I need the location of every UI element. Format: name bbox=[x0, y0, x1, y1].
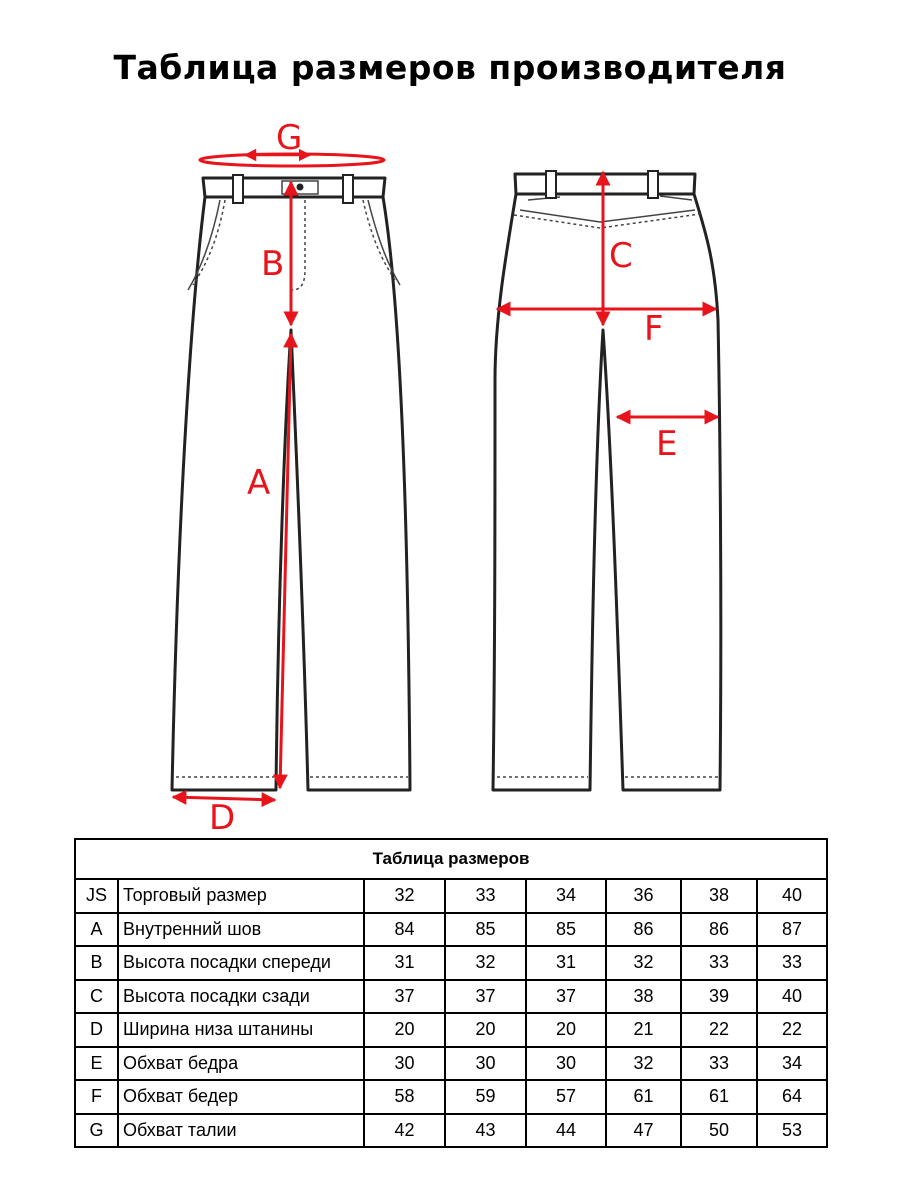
size-value-cell: 32 bbox=[445, 946, 526, 980]
size-value-cell: 64 bbox=[757, 1080, 827, 1114]
size-value-cell: 38 bbox=[681, 879, 757, 913]
size-value-cell: 85 bbox=[445, 913, 526, 947]
size-value-cell: 22 bbox=[757, 1013, 827, 1047]
size-value-cell: 22 bbox=[681, 1013, 757, 1047]
row-code: D bbox=[75, 1013, 118, 1047]
row-code: A bbox=[75, 913, 118, 947]
size-value-cell: 20 bbox=[526, 1013, 606, 1047]
row-code: B bbox=[75, 946, 118, 980]
table-row bbox=[75, 879, 827, 913]
row-name: Ширина низа штанины bbox=[118, 1013, 364, 1047]
size-value-cell: 39 bbox=[681, 980, 757, 1014]
label-e: E bbox=[656, 424, 678, 464]
size-value-cell: 21 bbox=[606, 1013, 681, 1047]
row-name: Торговый размер bbox=[118, 879, 364, 913]
table-row bbox=[75, 1080, 827, 1114]
row-code: E bbox=[75, 1047, 118, 1081]
size-value-cell: 31 bbox=[364, 946, 445, 980]
size-value-cell: 44 bbox=[526, 1114, 606, 1148]
size-value-cell: 57 bbox=[526, 1080, 606, 1114]
table-row bbox=[75, 1114, 827, 1148]
size-value-cell: 32 bbox=[606, 946, 681, 980]
size-value-cell: 50 bbox=[681, 1114, 757, 1148]
size-value-cell: 43 bbox=[445, 1114, 526, 1148]
size-value-cell: 30 bbox=[445, 1047, 526, 1081]
size-value-cell: 47 bbox=[606, 1114, 681, 1148]
size-value-cell: 61 bbox=[606, 1080, 681, 1114]
size-value-cell: 20 bbox=[445, 1013, 526, 1047]
back-view-pants bbox=[493, 174, 721, 790]
size-value-cell: 61 bbox=[681, 1080, 757, 1114]
table-row bbox=[75, 946, 827, 980]
size-value-cell: 31 bbox=[526, 946, 606, 980]
size-value-cell: 20 bbox=[364, 1013, 445, 1047]
size-value-cell: 33 bbox=[757, 946, 827, 980]
size-value-cell: 33 bbox=[445, 879, 526, 913]
label-a: A bbox=[247, 463, 271, 503]
size-value-cell: 86 bbox=[681, 913, 757, 947]
table-row bbox=[75, 1047, 827, 1081]
size-value-cell: 33 bbox=[681, 1047, 757, 1081]
size-value-cell: 37 bbox=[526, 980, 606, 1014]
size-value-cell: 37 bbox=[445, 980, 526, 1014]
row-code: G bbox=[75, 1114, 118, 1148]
row-code: C bbox=[75, 980, 118, 1014]
size-value-cell: 42 bbox=[364, 1114, 445, 1148]
size-value-cell: 34 bbox=[757, 1047, 827, 1081]
label-g: G bbox=[276, 118, 303, 158]
row-name: Обхват талии bbox=[118, 1114, 364, 1148]
size-value-cell: 30 bbox=[526, 1047, 606, 1081]
table-caption: Таблица размеров bbox=[75, 839, 827, 879]
size-value-cell: 59 bbox=[445, 1080, 526, 1114]
label-b: B bbox=[261, 244, 285, 284]
size-value-cell: 37 bbox=[364, 980, 445, 1014]
size-value-cell: 58 bbox=[364, 1080, 445, 1114]
row-code: JS bbox=[75, 879, 118, 913]
row-name: Обхват бедра bbox=[118, 1047, 364, 1081]
size-value-cell: 86 bbox=[606, 913, 681, 947]
size-value-cell: 53 bbox=[757, 1114, 827, 1148]
size-value-cell: 38 bbox=[606, 980, 681, 1014]
table-row bbox=[75, 1013, 827, 1047]
size-value-cell: 84 bbox=[364, 913, 445, 947]
row-name: Высота посадки спереди bbox=[118, 946, 364, 980]
size-value-cell: 40 bbox=[757, 879, 827, 913]
size-value-cell: 30 bbox=[364, 1047, 445, 1081]
row-name: Высота посадки сзади bbox=[118, 980, 364, 1014]
table-row bbox=[75, 980, 827, 1014]
size-value-cell: 85 bbox=[526, 913, 606, 947]
row-name: Обхват бедер bbox=[118, 1080, 364, 1114]
label-c: C bbox=[609, 236, 633, 276]
label-f: F bbox=[644, 309, 664, 349]
size-value-cell: 34 bbox=[526, 879, 606, 913]
size-value-cell: 33 bbox=[681, 946, 757, 980]
size-value-cell: 32 bbox=[606, 1047, 681, 1081]
table-row bbox=[75, 913, 827, 947]
size-value-cell: 32 bbox=[364, 879, 445, 913]
size-value-cell: 87 bbox=[757, 913, 827, 947]
page-title: Таблица размеров производителя bbox=[113, 48, 787, 87]
size-value-cell: 40 bbox=[757, 980, 827, 1014]
size-table bbox=[74, 838, 828, 1148]
row-code: F bbox=[75, 1080, 118, 1114]
label-d: D bbox=[209, 798, 236, 835]
size-value-cell: 36 bbox=[606, 879, 681, 913]
row-name: Внутренний шов bbox=[118, 913, 364, 947]
